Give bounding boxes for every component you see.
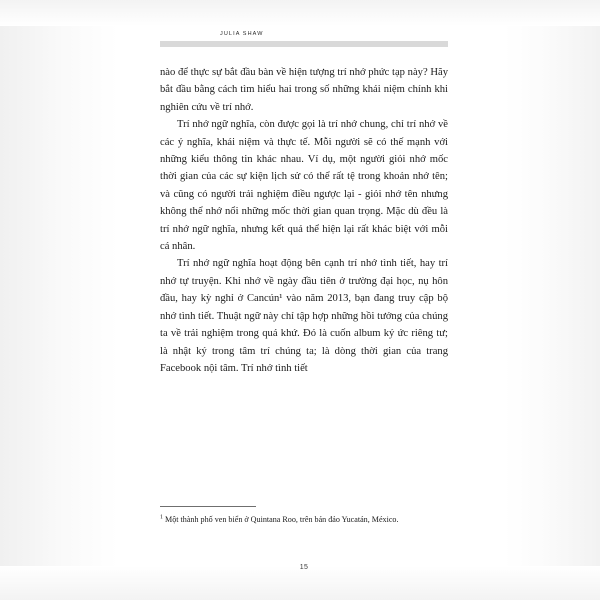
footnote-separator-rule (160, 506, 256, 507)
footnote-text (160, 514, 448, 526)
footnote-area (160, 506, 448, 526)
body-text (160, 64, 448, 377)
page-number: 15 (299, 564, 309, 571)
footnote-marker: 1 (160, 514, 163, 521)
page-edge-shading-left (0, 0, 118, 600)
paragraph-2: Trí nhớ ngữ nghĩa, còn được gọi là trí nhớ chung, chỉ trí nhớ về các ý nghĩa, khái niệm và thực tế. Mỗi người sẽ có thế mạnh với những kiểu thông tin khác nhau. Ví dụ, một người giỏi nhớ mốc thời gian của các sự kiện lịch sử có thể rất tệ trong khoản nhớ tên; và cũng có người trải nghiệm điều ngược lại - giỏi nhớ tên nhưng không thể nhớ nổi những mốc thời gian quan trọng. Mặc dù đều là trí nhớ ngữ nghĩa, nhưng kết quả thể hiện lại rất khác biệt với mỗi cá nhân. (160, 119, 448, 253)
page-content (160, 28, 448, 571)
page-edge-shading-right (504, 0, 600, 600)
running-head (160, 28, 448, 46)
running-head-rule (160, 41, 448, 47)
footnote-body: Một thành phố ven biển ở Quintana Roo, trên bán đảo Yucatán, México. (165, 515, 399, 524)
running-head-label: JULIA SHAW (212, 28, 272, 41)
paragraph-1: nào để thực sự bắt đầu bàn về hiện tượng trí nhớ phức tạp này? Hãy bắt đầu bằng cách tìm hiểu hai trong số những khái niệm chính khi nghiên cứu về trí nhớ. (160, 67, 448, 113)
page-edge-shading-top (0, 0, 600, 26)
paragraph-3: Trí nhớ ngữ nghĩa hoạt động bên cạnh trí nhớ tình tiết, hay trí nhớ tự truyện. Khi nhớ về ngày đầu tiên ở trường đại học, nụ hôn đầu, hay kỳ nghỉ ở Cancún¹ vào năm 2013, bạn đang truy cập bộ nhớ tình tiết. Thuật ngữ này chỉ tập hợp những hồi tưởng của chúng ta về trải nghiệm trong quá khứ. Đó là cuốn album ký ức riêng tư; là nhật ký trong tâm trí chúng ta; là dòng thời gian của trang Facebook nội tâm. Trí nhớ tình tiết (160, 258, 448, 374)
page-edge-shading-bottom (0, 566, 600, 600)
